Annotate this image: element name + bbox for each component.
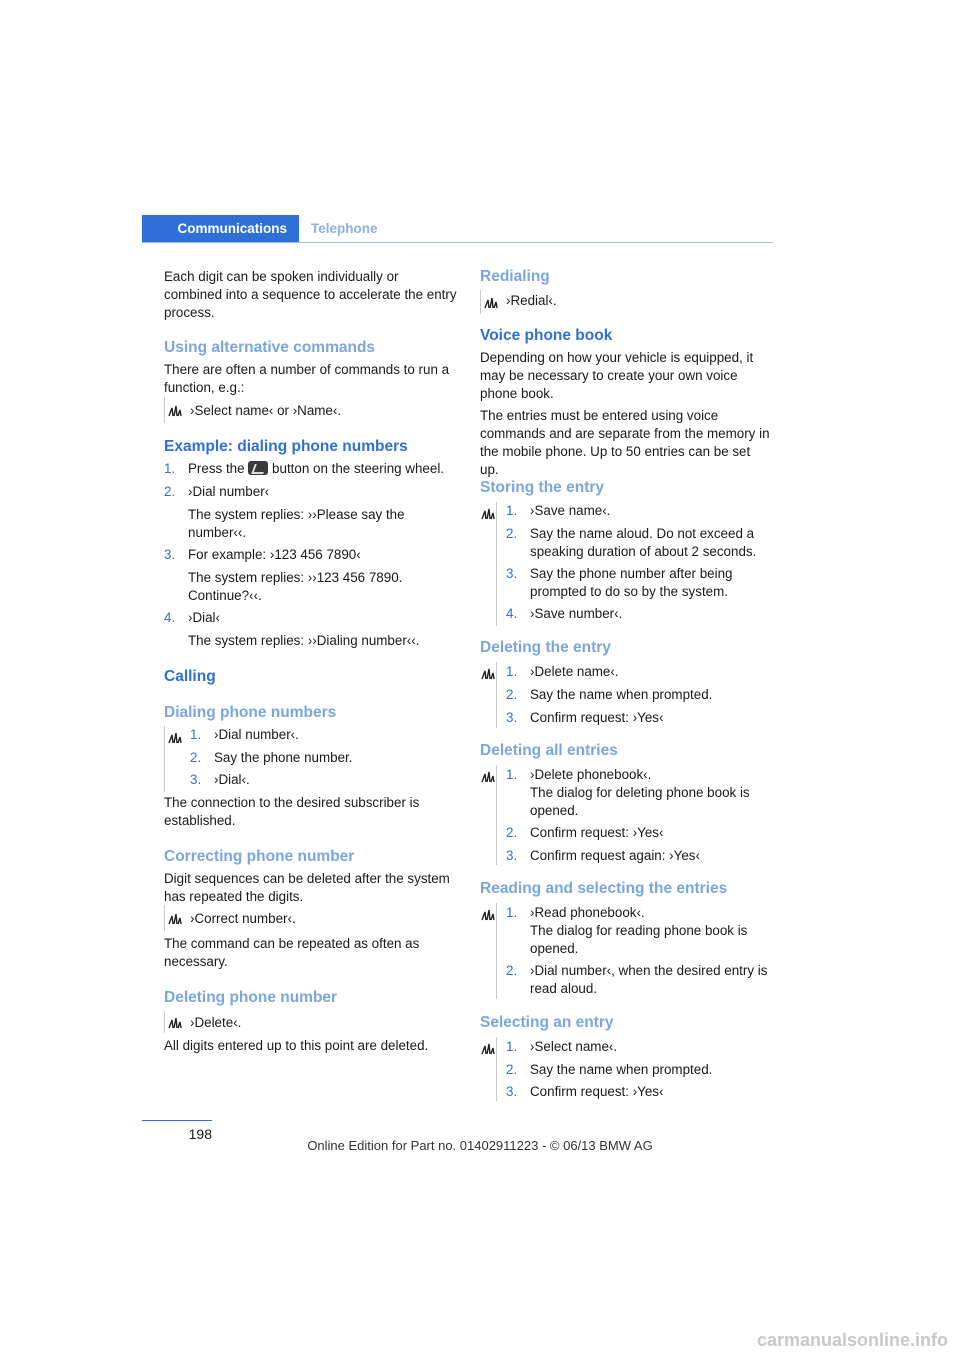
alt-commands-example: ›Select name‹ or ›Name‹. [190, 403, 342, 418]
alt-commands-text: There are often a number of commands to run a function, e.g.: [164, 362, 450, 395]
voice-bar [496, 903, 497, 999]
list-number: 1. [164, 461, 176, 476]
subsection-tab[interactable]: Telephone [311, 221, 378, 236]
list-number: 1. [506, 767, 518, 782]
correcting-heading: Correcting phone number [164, 848, 355, 865]
list-text: Say the phone number after being prompted to do so by the system. [530, 566, 733, 599]
system-reply: The system replies: ››Dialing number‹‹. [188, 633, 420, 648]
deleting-command: ›Delete‹. [190, 1015, 242, 1030]
voice-bar [164, 397, 165, 423]
calling-heading: Calling [164, 668, 216, 685]
deleting-all-heading: Deleting all entries [480, 742, 618, 759]
list-text: ›Dial number‹, when the desired entry is read aloud. [530, 963, 768, 996]
voice-bar [496, 765, 497, 865]
voice-command-icon [168, 1017, 182, 1029]
list-text: For example: ›123 456 7890‹ [188, 547, 361, 562]
voice-command-icon [484, 297, 498, 309]
footer-text: Online Edition for Part no. 01402911223 - © 06/13 BMW AG [307, 1138, 653, 1153]
voice-command-icon [481, 1043, 495, 1055]
list-text: ›Select name‹. [530, 1039, 618, 1054]
correcting-command: ›Correct number‹. [190, 911, 296, 926]
list-number: 3. [506, 566, 518, 581]
redialing-heading: Redialing [480, 268, 550, 285]
redial-command: ›Redial‹. [506, 293, 557, 308]
list-text: Confirm request: ›Yes‹ [530, 1084, 664, 1099]
header-divider [142, 242, 773, 243]
list-number: 1. [506, 664, 518, 679]
list-text: Confirm request: ›Yes‹ [530, 825, 664, 840]
list-number: 2. [190, 750, 202, 765]
list-text: Say the phone number. [214, 750, 353, 765]
voice-command-icon [481, 508, 495, 520]
list-text: Confirm request again: ›Yes‹ [530, 848, 700, 863]
list-text: ›Save number‹. [530, 606, 623, 621]
dialing-after-text: The connection to the desired subscriber is established. [164, 795, 420, 828]
voice-command-icon [168, 732, 182, 744]
correcting-text: Digit sequences can be deleted after the system has repeated the digits. [164, 871, 450, 904]
watermark[interactable]: carmanualsonline.info [756, 1330, 948, 1350]
list-number: 1. [506, 1039, 518, 1054]
section-tab[interactable] [142, 215, 299, 243]
list-text: ›Save name‹. [530, 503, 611, 518]
list-number: 3. [506, 1084, 518, 1099]
talk-button-icon [248, 461, 268, 475]
list-number: 3. [164, 547, 176, 562]
voice-command-icon [481, 668, 495, 680]
example-heading: Example: dialing phone numbers [164, 438, 408, 455]
storing-heading: Storing the entry [480, 479, 605, 496]
list-text: Say the name aloud. Do not exceed a speaking duration of about 2 seconds. [530, 526, 757, 559]
list-number: 2. [506, 1062, 518, 1077]
dialog-note: The dialog for reading phone book is opened. [530, 923, 748, 956]
list-text: Say the name when prompted. [530, 687, 713, 702]
list-number: 1. [506, 905, 518, 920]
list-text: Say the name when prompted. [530, 1062, 713, 1077]
voice-bar [480, 290, 481, 314]
system-reply: The system replies: ››Please say the number‹‹. [188, 507, 405, 540]
list-number: 3. [190, 772, 202, 787]
dialing-heading: Dialing phone numbers [164, 704, 337, 721]
voice-command-icon [168, 913, 182, 925]
list-text: ›Dial‹ [188, 610, 220, 625]
list-text: ›Read phonebook‹. [530, 905, 645, 920]
page-number-rule [142, 1120, 212, 1121]
list-number: 4. [164, 610, 176, 625]
dialog-note: The dialog for deleting phone book is opened. [530, 785, 750, 818]
list-text: ›Delete name‹. [530, 664, 619, 679]
reading-heading: Reading and selecting the entries [480, 880, 728, 897]
voice-bar [164, 726, 165, 792]
list-number: 2. [506, 825, 518, 840]
list-number: 2. [506, 963, 518, 978]
voice-bar [496, 502, 497, 626]
selecting-heading: Selecting an entry [480, 1014, 614, 1031]
alt-commands-heading: Using alternative commands [164, 339, 376, 356]
system-reply: The system replies: ››123 456 7890. Continue?‹‹. [188, 570, 403, 603]
list-text: ›Dial‹. [214, 772, 250, 787]
intro-text: Each digit can be spoken individually or combined into a sequence to accelerate the entry process. [164, 269, 457, 320]
list-text: button on the steering wheel. [272, 461, 445, 476]
voice-phone-book-heading: Voice phone book [480, 327, 613, 344]
section-tab-label: Communications [177, 221, 287, 236]
list-number: 2. [164, 484, 176, 499]
list-text: ›Delete phonebook‹. [530, 767, 652, 782]
list-number: 3. [506, 710, 518, 725]
voice-bar [164, 1011, 165, 1033]
voice-phone-book-text: Depending on how your vehicle is equipped, it may be necessary to create your own voice phone book. [480, 350, 754, 401]
list-number: 1. [506, 503, 518, 518]
list-number: 3. [506, 848, 518, 863]
list-text: ›Dial number‹ [188, 484, 270, 499]
voice-command-icon [481, 909, 495, 921]
list-number: 2. [506, 526, 518, 541]
list-text: Confirm request: ›Yes‹ [530, 710, 664, 725]
voice-command-icon [481, 771, 495, 783]
list-text: ›Dial number‹. [214, 727, 299, 742]
deleting-after-text: All digits entered up to this point are deleted. [164, 1038, 429, 1053]
voice-bar [164, 905, 165, 931]
list-number: 4. [506, 606, 518, 621]
page-number: 198 [188, 1126, 212, 1142]
list-text: Press the [188, 461, 245, 476]
correcting-after-text: The command can be repeated as often as necessary. [164, 936, 420, 969]
voice-command-icon [168, 405, 182, 417]
deleting-entry-heading: Deleting the entry [480, 639, 611, 656]
list-number: 2. [506, 687, 518, 702]
voice-bar [496, 662, 497, 728]
voice-bar [496, 1037, 497, 1101]
voice-phone-book-text: The entries must be entered using voice commands and are separate from the memory in the mobile phone. Up to 50 entries can be set up. [480, 408, 770, 477]
deleting-number-heading: Deleting phone number [164, 989, 338, 1006]
list-number: 1. [190, 727, 202, 742]
